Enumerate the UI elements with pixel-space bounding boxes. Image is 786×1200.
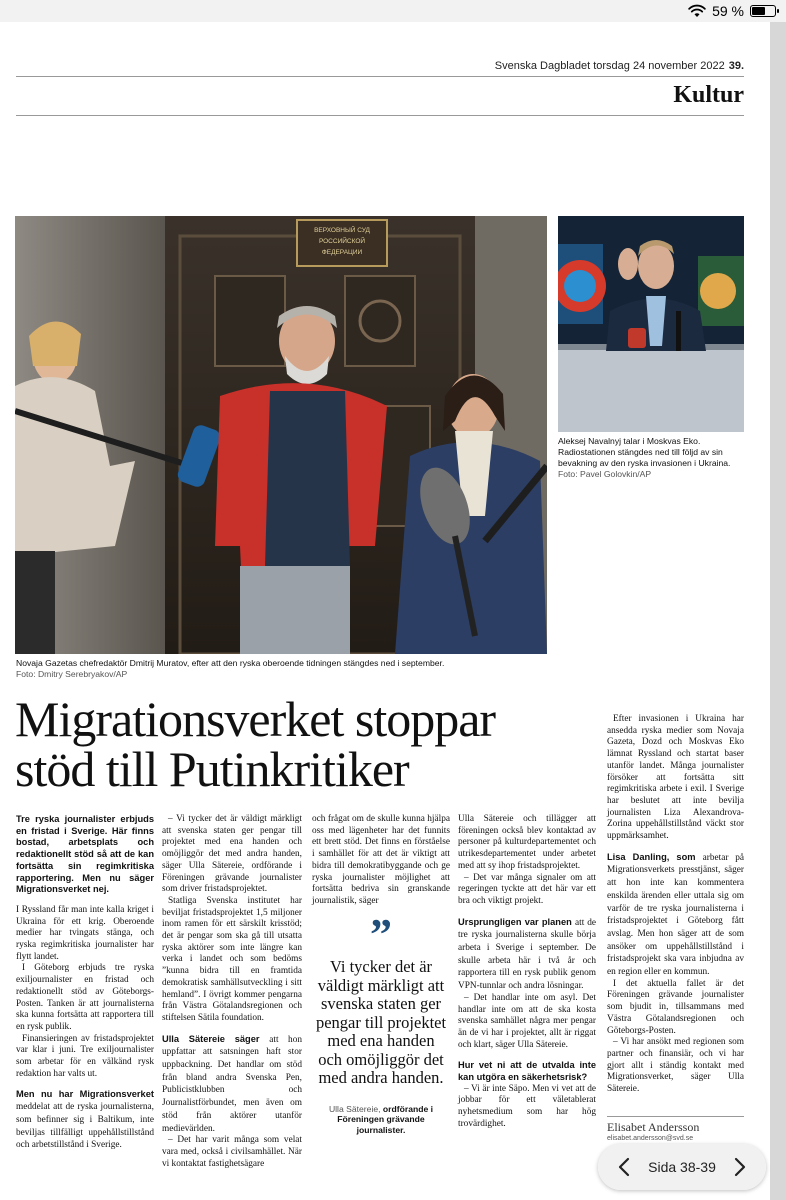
subheading: Ulla Sätereie säger att hon uppfattar att satsningen haft stor uppbackning. Det handlar om stöd från bland andra Svenska Pen, Publicistklubben och Journalistförbundet, men även om stöd från aktörer utanför medievärlden. xyxy=(162,1033,302,1134)
byline-email[interactable]: elisabet.andersson@svd.se xyxy=(607,1135,694,1142)
article-column-4 xyxy=(458,814,596,1131)
article-lead: Tre ryska journalister erbjuds en fristad i Sverige. Här finns bostad, arbetsplats och redaktionellt stöd så att de kan fortsätta sin regimkritiska rapportering. Men nu säger Migrationsverket nej. xyxy=(16,814,154,895)
page-edge xyxy=(770,22,786,1200)
body-paragraph: – Vi tycker det är väldigt märkligt att svenska staten ger pengar till projektet med ena handen och omöjliggör det med andra handen, säger Ulla Sätereie, ordförande i Föreningen grävande journalister som driver fristadsprojektet. xyxy=(162,814,302,895)
side-photo-credit: Foto: Pavel Golovkin/AP xyxy=(558,469,652,479)
body-paragraph: I det aktuella fallet är det Föreningen grävande journalister som bjudit in, tillsammans med Västra Götalandsregionen och Göteborgs-Posten. xyxy=(607,978,744,1036)
side-caption-text: Aleksej Navalnyj talar i Moskvas Eko. Radiostationen stängdes ned till följd av sin bevakning av den ryska invasionen i Ukraina. xyxy=(558,436,731,468)
side-photo-caption xyxy=(558,436,744,480)
page-number: 39. xyxy=(728,60,744,72)
body-paragraph: – Det handlar inte om asyl. Det handlar inte om att de ska kosta svenska samhället några mer pengar än de vi har i projektet, allt är riggat och klart, säger Ulla Sätereie. xyxy=(458,992,596,1050)
page-range-label: Sida 38-39 xyxy=(648,1159,716,1175)
byline: Elisabet Andersson xyxy=(607,1120,700,1134)
sign-line-1: ВЕРХОВНЫЙ СУД xyxy=(314,227,370,234)
header-divider xyxy=(16,76,744,77)
sign-line-2: РОССИЙСКОЙ xyxy=(318,238,366,245)
article-column-3 xyxy=(312,814,450,908)
article-headline xyxy=(15,691,595,797)
headline-line-2: stöd till Putinkritiker xyxy=(15,741,409,797)
body-paragraph: I Göteborg erbjuds tre ryska exiljournalister en fristad och redaktionellt stöd av Göteborgs-Posten. Tanken är att journalisterna ska kunna fortsätta att rapportera till en rysk publik. xyxy=(16,963,154,1032)
body-paragraph: – Det var många signaler om att regeringen tyckte att det här var ett bra och viktigt projekt. xyxy=(458,872,596,906)
next-page-button[interactable] xyxy=(730,1154,750,1180)
body-paragraph: – Det har varit många som velat vara med, också i civilsamhället. När vi kontaktat fastighetsägare xyxy=(162,1135,302,1169)
body-paragraph: – Vi är inte Säpo. Men vi vet att de jobbar för ett väletablerat nyhetsmedium som har hög trovärdighet. xyxy=(458,1083,596,1129)
chevron-right-icon xyxy=(734,1157,746,1177)
main-photo xyxy=(15,216,547,654)
battery-percent: 59 % xyxy=(712,3,744,19)
article-column-2 xyxy=(162,814,302,1170)
status-bar xyxy=(0,0,786,22)
side-photo xyxy=(558,216,744,432)
quote-text: Vi tycker det är väldigt märkligt att svenska staten ger pengar till projektet med ena handen och omöjliggör det med andra handen. xyxy=(315,957,447,1087)
chevron-left-icon xyxy=(618,1157,630,1177)
body-paragraph: – Vi har ansökt med regionen som partner och finansiär, och vi har gjort allt i ständig kontakt med Migrationsverket, säger Ulla Sätereie. xyxy=(607,1037,744,1095)
quote-source xyxy=(314,1104,448,1136)
wifi-icon xyxy=(688,4,706,18)
page-navigator xyxy=(598,1144,766,1190)
headline-line-1: Migrationsverket stoppar xyxy=(15,691,496,747)
main-photo-illustration xyxy=(15,216,547,654)
section-divider xyxy=(16,115,744,116)
main-caption-text: Novaja Gazetas chefredaktör Dmitrij Muratov, efter att den ryska oberoende tidningen stängdes ned i september. xyxy=(16,658,445,668)
question-subheading: Hur vet ni att de utvalda inte kan utgöra en säkerhetsrisk? xyxy=(458,1060,596,1083)
quote-source-role: ordförande i Föreningen grävande journalister. xyxy=(337,1103,434,1135)
subheading: Men nu har Migrationsverket meddelat att de ryska journalisterna, som befinner sig i Baltikum, inte beviljas tillfälligt uppehållstillstånd och arbetstillstånd i Sverige. xyxy=(16,1089,154,1151)
article-column-1 xyxy=(16,814,154,1152)
prev-page-button[interactable] xyxy=(614,1154,634,1180)
body-paragraph: och frågat om de skulle kunna hjälpa oss med lägenheter har det funnits ett brett stöd. Det finns en förståelse i samhället för att det är viktigt att bidra till demokratibyggande och ge ryska journalister möjlighet att fortsätta bedriva sin granskande journalistik, säger xyxy=(312,814,450,906)
main-photo-credit: Foto: Dmitry Serebryakov/AP xyxy=(16,669,128,679)
pull-quote xyxy=(314,910,448,1135)
newspaper-page xyxy=(0,22,770,1200)
body-paragraph: I Ryssland får man inte kalla kriget i Ukraina för ett krig. Oberoende medier har tvingats stänga, och ryska regimkritiska journalister har flytt landet. xyxy=(16,904,154,962)
quote-source-name: Ulla Sätereie, xyxy=(328,1103,381,1114)
body-paragraph: Finansieringen av fristadsprojektet var klar i juni. Tre exiljournalister som arbetar för en välkänd rysk redaktion har valts ut. xyxy=(16,1033,154,1079)
side-photo-illustration xyxy=(558,216,744,432)
sign-line-3: ФЕДЕРАЦИИ xyxy=(321,249,363,256)
body-paragraph: Efter invasionen i Ukraina har ansedda ryska medier som Novaja Gazeta, Dozd och Moskvas Eko lämnat Ryssland och startat baser utanför landet. Många journalister försöker att fortsätta sitt regimkritiska arbete i exil. I Sverige har beslutet att inte bevilja journalisten Liza Alexandrova-Zorina uppehållstillstånd väckt stor uppmärksamhet. xyxy=(607,714,744,842)
body-paragraph: Statliga Svenska institutet har beviljat fristadsprojektet 1,5 miljoner inom ramen för ett särskilt krisstöd; det är pengar som ska gå till utsatta ryska aktörer som inte längre kan verka i landet och som bedöms ”kunna bidra till en framtida demokratisk samhällsutveckling i sitt hemland”. I övrigt kommer pengarna från Västra Götalandsregionen och stiftelsen Sätila foundation. xyxy=(162,895,302,1023)
page-header xyxy=(495,60,744,72)
subheading: Lisa Danling, som arbetar på Migrationsverkets presstjänst, säger att hon inte kan kommentera enskilda ärenden eller uttala sig om varför de tre ryska journalisterna i fristadsprojektet i Göteborg fått avslag. Men hon säger att de som ansöker om uppehållstillstånd i fristadsprojekt ska vara inbjudna av en region eller en kommun. xyxy=(607,851,744,978)
battery-icon xyxy=(750,5,776,17)
main-photo-caption xyxy=(16,658,546,680)
body-paragraph: Ulla Sätereie och tillägger att föreningen också blev kontaktad av personer på kulturdepartementet och utrikesdepartementet under arbetet med att sy ihop fristadsprojektet. xyxy=(458,814,596,871)
newspaper-date: Svenska Dagbladet torsdag 24 november 2022 xyxy=(494,60,725,72)
byline-divider xyxy=(607,1116,744,1117)
quote-mark-icon: ” xyxy=(370,910,392,959)
subheading: Ursprungligen var planen att de tre ryska journalisterna skulle börja arbeta i Sverige i september. De skulle arbeta här i två år och rapportera till en rysk publik genom VPN-tunnlar och andra lösningar. xyxy=(458,916,596,992)
article-column-5 xyxy=(607,714,744,1096)
section-title: Kultur xyxy=(673,82,744,108)
